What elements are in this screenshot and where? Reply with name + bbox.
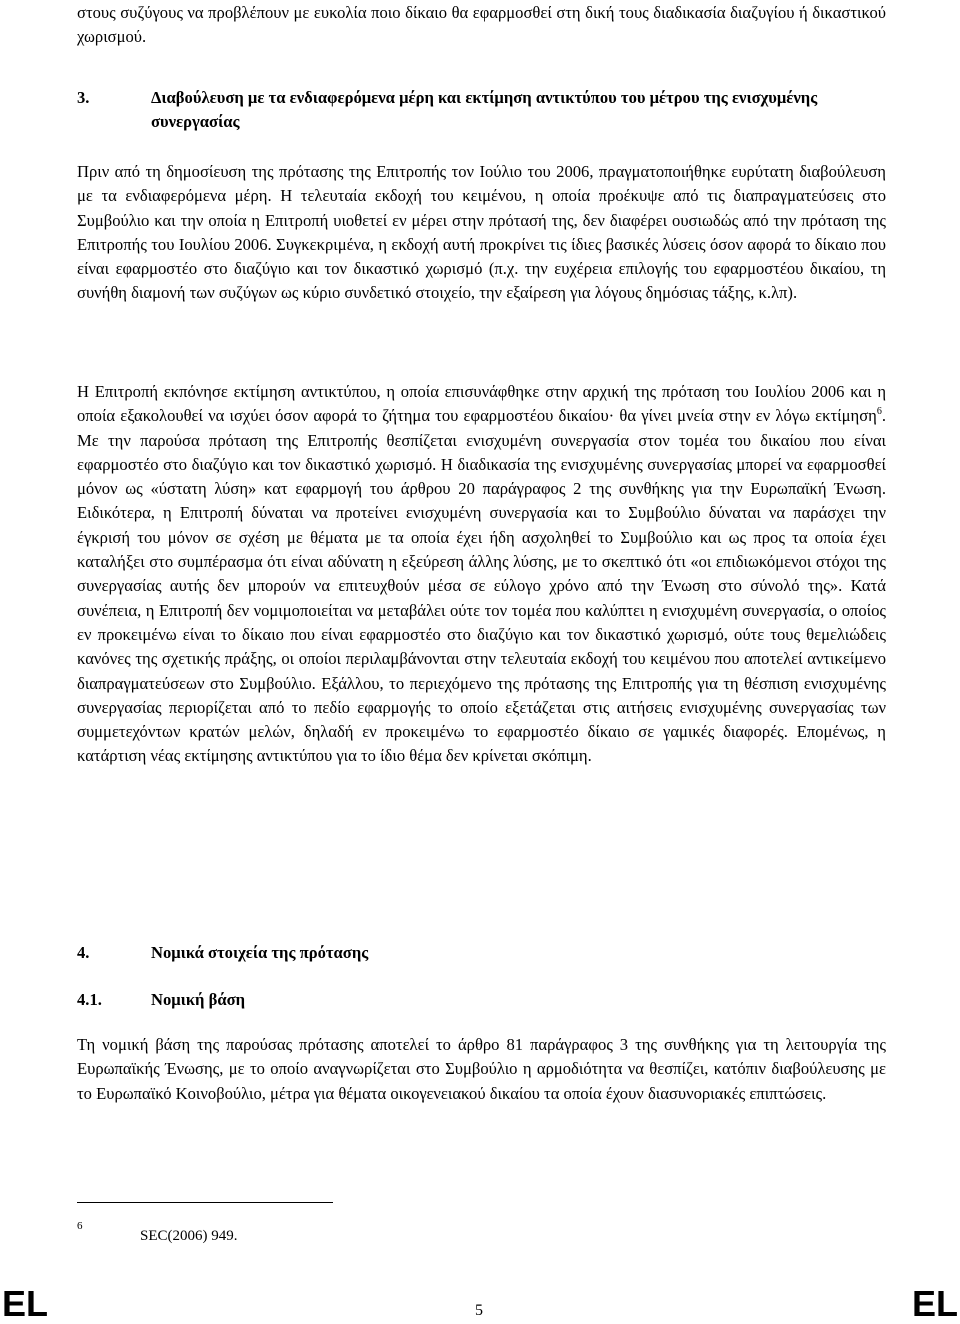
page-number: 5 — [475, 1302, 483, 1319]
section-3-paragraph-2 — [77, 380, 886, 769]
continuation-paragraph: στους συζύγους να προβλέπουν με ευκολία ποιο δίκαιο θα εφαρμοσθεί στη δική τους διαδικασία διαζυγίου ή δικαστικού χωρισμού. — [77, 3, 886, 47]
footer-language-left: EL — [2, 1283, 49, 1324]
section-4-1-number: 4.1. — [77, 990, 102, 1009]
section-4-number: 4. — [77, 943, 90, 962]
section-4-title: Νομικά στοιχεία της πρότασης — [151, 943, 369, 962]
footnote-text: SEC(2006) 949. — [140, 1228, 238, 1244]
section-3-number: 3. — [77, 88, 90, 107]
section-3-paragraph-1: Πριν από τη δημοσίευση της πρότασης της Επιτροπής τον Ιούλιο του 2006, πραγματοποιήθηκε ευρύτατη διαβούλευση με τα ενδιαφερόμενα μέρη. Η τελευταία εκδοχή του κειμένου, η οποία προέκυψε από τις διαπραγματεύσεις στο Συμβούλιο και την οποία η Επιτροπή υιοθετεί εν μέρει στην πρότασή της, δεν διαφέρει ουσιωδώς από την πρόταση της Επιτροπής του Ιουλίου 2006. Συγκεκριμένα, η εκδοχή αυτή προκρίνει τις ίδιες βασικές λύσεις όσον αφορά το δίκαιο που είναι εφαρμοστέο στο διαζύγιο και τον δικαστικό χωρισμό (π.χ. την ευχέρεια επιλογής του εφαρμοστέου δικαίου, τη συνήθη διαμονή των συζύγων ως κύριο συνδετικό στοιχείο, την εξαίρεση για λόγους δημόσιας τάξης, κ.λπ). — [77, 162, 886, 303]
section-4-1-paragraph: Τη νομική βάση της παρούσας πρότασης αποτελεί το άρθρο 81 παράγραφος 3 της συνθήκης για τη λειτουργία της Ευρωπαϊκής Ένωσης, με το οποίο αναγνωρίζεται στο Συμβούλιο η αρμοδιότητα να θεσπίζει, κατόπιν διαβούλευσης με το Ευρωπαϊκό Κοινοβούλιο, μέτρα για θέματα οικογενειακού δικαίου τα οποία έχουν διασυνοριακές επιπτώσεις. — [77, 1035, 886, 1103]
footnote-reference: 6 — [876, 406, 882, 418]
paragraph-2-part-a: Η Επιτροπή εκπόνησε εκτίμηση αντικτύπου, η οποία επισυνάφθηκε στην αρχική της πρόταση του Ιουλίου 2006 και η οποία εξακολουθεί να ισχύει όσον αφορά το ζήτημα του εφαρμοστέου δικαίου· θα γίνει μνεία στην εν λόγω εκτίμηση — [77, 382, 886, 426]
footnote-divider — [77, 1202, 333, 1203]
section-3-title: Διαβούλευση με τα ενδιαφερόμενα μέρη και εκτίμηση αντικτύπου του μέτρου της ενισχυμένης συνεργασίας — [151, 88, 818, 132]
footer-language-right: EL — [911, 1283, 958, 1324]
section-4-1-title: Νομική βάση — [151, 990, 246, 1009]
footnote-number: 6 — [77, 1220, 83, 1232]
paragraph-2-part-b: . Με την παρούσα πρόταση της Επιτροπής θεσπίζεται ενισχυμένη συνεργασία στον τομέα του δικαίου που είναι εφαρμοστέο στο διαζύγιο και τον δικαστικό χωρισμό. Η διαδικασία της ενισχυμένης συνεργασίας μπορεί να εφαρμοσθεί μόνον ως «ύστατη λύση» κατ εφαρμογή του άρθρου 20 παράγραφος 2 της συνθήκης για την Ευρωπαϊκή Ένωση. Ειδικότερα, η Επιτροπή δύναται να προτείνει ενισχυμένη συνεργασία και το Συμβούλιο δύναται να παράσχει την έγκρισή του μόνον σε σχέση με θέματα με τα οποία έχει ήδη ασχοληθεί το Συμβούλιο και ως προς τα οποία έχει καταλήξει στο συμπέρασμα ότι είναι αδύνατη η εξεύρεση άλλης λύσης, με το σκεπτικό ότι «οι επιδιωκόμενοι στόχοι της συνεργασίας αυτής δεν μπορούν να επιτευχθούν μέσα σε εύλογο χρόνο από την Ένωση στο σύνολό της». Κατά συνέπεια, η Επιτροπή δεν νομιμοποιείται να μεταβάλει ούτε τον τομέα που καλύπτει η ενισχυμένη συνεργασία, ο οποίος εν προκειμένω είναι το δίκαιο που είναι εφαρμοστέο στο διαζύγιο και τον δικαστικό χωρισμό, ούτε τους θεμελιώδεις κανόνες της σχετικής πράξης, οι οποίοι περιλαμβάνονται στην τελευταία εκδοχή του κειμένου που αποτελεί αντικείμενο διαπραγματεύσεων στο Συμβούλιο. Εξάλλου, το περιεχόμενο της πρότασης της Επιτροπής για τη θέσπιση ενισχυμένης συνεργασίας περιορίζεται από το πεδίο εφαρμογής το οποίο εξετάζεται στις αιτήσεις ενισχυμένης συνεργασίας των συμμετεχόντων κρατών μελών, δηλαδή εν προκειμένω το εφαρμοστέο δίκαιο σε γαμικές διαφορές. Επομένως, η κατάρτιση νέας εκτίμησης αντικτύπου για το ίδιο θέμα δεν κρίνεται σκόπιμη. — [77, 406, 886, 766]
